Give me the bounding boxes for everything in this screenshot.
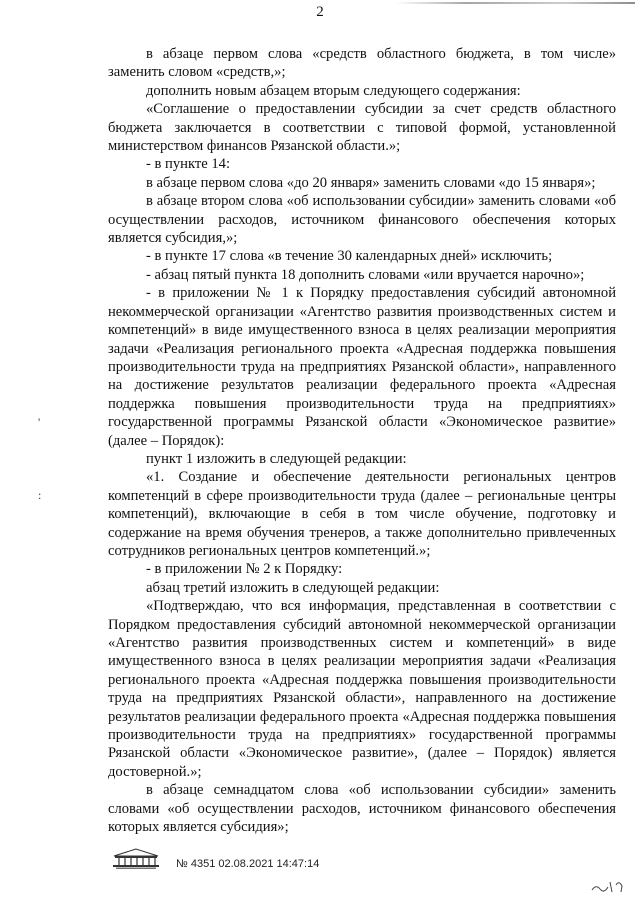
paragraph: в абзаце втором слова «об использовании субсидии» заменить словами «об осуществлении расходов, источником финансового обеспечения которых является субсидия,»;: [108, 193, 616, 247]
handwritten-mark-icon: [588, 876, 628, 896]
paragraph: пункт 1 изложить в следующей редакции:: [146, 450, 407, 467]
paragraph: в абзаце семнадцатом слова «об использовании субсидии» заменить словами «об осуществлении расходов, источником финансового обеспечения которых является субсидия»;: [108, 782, 616, 836]
page-number: 2: [316, 4, 324, 20]
paragraph: в абзаце первом слова «до 20 января» заменить словами «до 15 января»;: [146, 174, 596, 191]
paragraph: абзац третий изложить в следующей редакции:: [146, 579, 440, 596]
paragraph: - в пункте 17 слова «в течение 30 календарных дней» исключить;: [146, 248, 553, 265]
paragraph: - в приложении № 1 к Порядку предоставления субсидий автономной некоммерческой организации «Агентство развития производственных систем и компетенций» в виде имущественного взноса в целях реализации мероприятия задачи «Реализация регионального проекта «Адресная поддержка повышения производительности труда на предприятиях Рязанской области», направленного на достижение результатов реализации федерального проекта «Адресная поддержка повышения производительности труда на предприятиях» государственной программы Рязанской области «Экономическое развитие» (далее – Порядок):: [108, 285, 616, 449]
registration-footer: [110, 848, 319, 870]
building-logo-icon: [110, 848, 162, 870]
paragraph: «Подтверждаю, что вся информация, представленная в соответствии с Порядком предоставления субсидий автономной некоммерческой организации «Агентство развития производственных систем и компетенций» в виде имущественного взноса в целях реализации мероприятия задачи «Реализация регионального проекта «Адресная поддержка повышения производительности труда на предприятиях Рязанской области», направленного на достижение результатов реализации федерального проекта «Адресная поддержка повышения производительности труда на предприятиях» государственной программы Рязанской области «Экономическое развитие», (далее – Порядок) является достоверной.»;: [108, 598, 616, 780]
paragraph: - абзац пятый пункта 18 дополнить словами «или вручается нарочно»;: [146, 266, 585, 283]
paragraph: в абзаце первом слова «средств областного бюджета, в том числе» заменить словом «средств,»;: [108, 46, 616, 81]
paragraph: дополнить новым абзацем вторым следующего содержания:: [146, 82, 521, 99]
paragraph: «1. Создание и обеспечение деятельности региональных центров компетенций в сфере производительности труда (далее – региональные центры компетенций), включающие в себя в том числе обучение, подготовку и содержание на время обучения тренеров, а также дополнительно привлеченных сотрудников региональных центров компетенций.»;: [108, 469, 616, 559]
document-body: [108, 45, 616, 836]
margin-mark: :: [38, 488, 42, 502]
paragraph: - в приложении № 2 к Порядку:: [146, 561, 343, 578]
paragraph: - в пункте 14:: [146, 156, 231, 173]
margin-mark: ': [38, 415, 41, 429]
registration-number: № 4351 02.08.2021 14:47:14: [176, 858, 320, 870]
paragraph: «Соглашение о предоставлении субсидии за счет средств областного бюджета заключается в соответствии с типовой формой, установленной министерством финансов Рязанской области.»;: [108, 101, 616, 155]
